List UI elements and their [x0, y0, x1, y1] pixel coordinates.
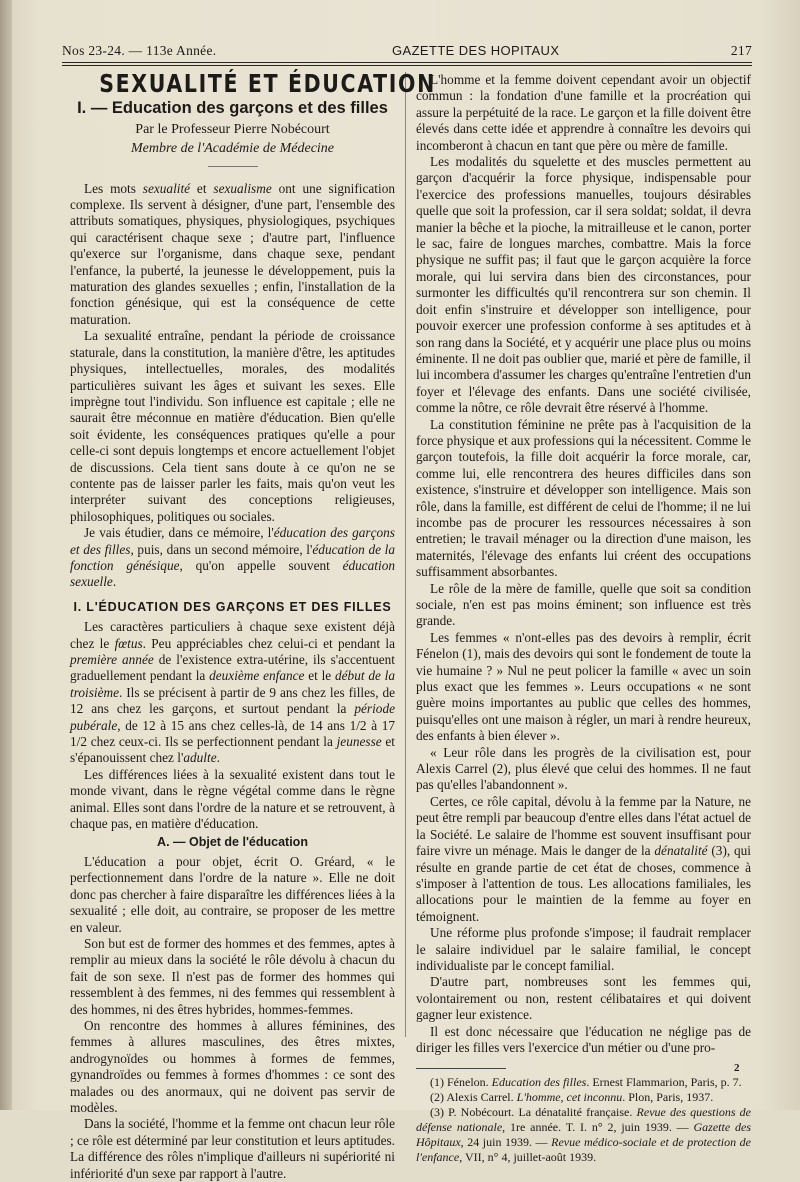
footnote: (3) P. Nobécourt. La dénatalité française. Revue des questions de défense nationale, 1re année. T. I. n° 2, juin 1939. — Gazette des Hôpitaux, 24 juin 1939. — Revue médico-sociale et de protection de l'enfance, VII, n° 4, juillet-août 1939.	[416, 1105, 752, 1165]
paragraph: L'éducation a pour objet, écrit O. Gréard, « le perfectionnement dans l'ordre de la nature ». Elle ne doit donc pas chercher à faire disparaître les différences liées à la sexualité ; elle doit, au contraire, se proposer de les mettre en valeur.	[70, 853, 395, 935]
footnote: (2) Alexis Carrel. L'homme, cet inconnu. Plon, Paris, 1937.	[430, 1090, 714, 1105]
header-rule	[62, 62, 752, 63]
signature-mark: 2	[734, 1062, 740, 1074]
journal-name: GAZETTE DES HOPITAUX	[392, 43, 560, 58]
section-heading: I. L'ÉDUCATION DES GARÇONS ET DES FILLES	[73, 599, 392, 614]
footnotes	[416, 1075, 751, 1165]
paragraph: On rencontre des hommes à allures féminines, des femmes à allures masculines, des êtres mixtes, androgynoïdes ou hommes à formes de femmes, gynandroïdes ou femmes à formes d'hommes : ce sont des malades ou des anormaux, qui ne doivent pas servir de modèles.	[70, 1017, 395, 1115]
affiliation: Membre de l'Académie de Médecine	[130, 141, 335, 157]
running-header	[62, 40, 752, 62]
byline: Par le Professeur Pierre Nobécourt	[135, 121, 330, 137]
column-divider	[405, 72, 406, 1037]
right-column	[416, 72, 751, 1165]
footnote: (1) Fénelon. Education des filles. Ernest Flammarion, Paris, p. 7.	[430, 1075, 742, 1090]
footnote-rule	[416, 1068, 506, 1069]
paragraph: Une réforme plus profonde s'impose; il faudrait remplacer le salaire individuel par le salaire familial, le concept individualiste par le concept familial.	[416, 925, 751, 973]
left-body	[70, 181, 395, 1182]
paragraph: Son but est de former des hommes et des femmes, aptes à remplir au mieux dans la société le rôle dévolu à chacun du fait de son sexe. Il n'est pas de former des hommes qui ressemblent à des femmes, ni des femmes qui ressemblent à des hommes, ni des êtres hybrides, hommes-femmes.	[70, 935, 395, 1017]
paragraph: L'homme et la femme doivent cependant avoir un objectif commun : la fondation d'une famille et la procréation qui assure la perpétuité de la race. Le garçon et la fille doivent être élevés dans cette idée et apprendre à connaître les devoirs qui incomberont à chacun en tant que père ou mère de famille.	[416, 72, 751, 153]
paragraph: Le rôle de la mère de famille, quelle que soit sa condition sociale, n'en est pas moins éminent; son influence est très grande.	[416, 580, 751, 629]
paragraph: D'autre part, nombreuses sont les femmes qui, volontairement ou non, restent célibataires et qui doivent gagner leur existence.	[416, 974, 751, 1023]
right-body	[416, 72, 751, 1056]
article-title: SEXUALITÉ ET ÉDUCATION	[99, 69, 436, 98]
paragraph: Je vais étudier, dans ce mémoire, l'éducation des garçons et des filles, puis, dans un second mémoire, l'éducation de la fonction génésique, qu'on appelle souvent éducation sexuelle.	[70, 525, 395, 590]
paragraph: Les différences liées à la sexualité existent dans tout le monde vivant, dans le règne végétal comme dans le règne animal. Elles sont dans l'ordre de la nature et se retrouvent, à chaque pas, en matière d'éducation.	[70, 766, 395, 832]
header-rule-thin	[62, 65, 752, 66]
article-subtitle: I. — Education des garçons et des filles	[77, 99, 388, 118]
paragraph: Les femmes « n'ont-elles pas des devoirs à remplir, écrit Fénelon (1), mais des devoirs qui sont le fondement de toute la vie humaine ? » Nul ne peut policer la famille « avec un soin plus exact que les femmes ». Leurs occupations « ne sont guère moins importantes au public que celles des hommes, puisqu'elles ont une maison à régler, un mari à rendre heureux, des enfants à bien élever ».	[416, 629, 751, 744]
paragraph: La constitution féminine ne prête pas à l'acquisition de la force physique et aux professions qui la nécessitent. Comme le garçon toutefois, la fille doit acquérir la force morale, car, comme lui, elle rencontrera des heures difficiles dans son existence, s'instruire et développer son intelligence. Mais son rôle, dans la famille, est différent de celui de l'homme; il ne lui incombe pas de procurer les ressources nécessaires à son entretien; le travail ménager ou la direction d'une maison, les maternités, l'élevage des enfants lui créent des occupations suffisamment absorbantes.	[416, 416, 751, 580]
paragraph: Certes, ce rôle capital, dévolu à la femme par la Nature, ne peut être rempli par beaucoup d'entre elles dans l'état actuel de la Société. Le salaire de l'homme est souvent insuffisant pour faire vivre un ménage. Mais le danger de la dénatalité (3), qui résulte en grande partie de cet état de choses, commence à s'imposer à l'attention de tous. Les allocations familiales, les allocations pour le maintien de la femme au foyer en témoignent.	[416, 793, 752, 924]
paragraph: Les modalités du squelette et des muscles permettent au garçon d'acquérir la force physique, indispensable pour l'exercice des professions manuelles, toujours désirables quelle que soit la profession, car il sera soldat; soldat, il devra manier la bêche et la pioche, la mitrailleuse et le canon, porter le sac, faire de longues marches, combattre. Mais la force physique ne suffit pas; il faut que le garçon acquière la force morale, qui lui servira dans bien des circonstances, pour surmonter les difficultés qu'il rencontrera sur son chemin. Il doit enfin s'instruire et développer son intelligence, pour pouvoir exercer une profession conforme à ses aptitudes et à son rang dans la Société, et y acquérir une place plus ou moins éminente. Il ne doit pas oublier que, marié et père de famille, il lui incombera d'assumer les charges qu'entraîne l'entretien d'un foyer et l'élevage des enfants. Dans une société civilisée, comme la nôtre, ce rôle devrait être réservé à l'homme.	[416, 154, 751, 416]
paragraph: La sexualité entraîne, pendant la période de croissance staturale, dans la constitution, la manière d'être, les aptitudes physiques, intellectuelles, morales, des modalités particulières suivant les âges et suivant les sexes. Elle imprègne tout l'individu. Son influence est capitale ; elle ne saurait être méconnue en matière d'éducation. Bien qu'elle soit évidente, les conséquences pratiques qu'elle a pour celle-ci sont depuis longtemps et encore actuellement l'objet de discussions. Cela tient sans doute à ce qu'on ne se contente pas de laisser parler les faits, mais qu'on veut les interpréter suivant des conceptions religieuses, philosophiques, politiques ou sociales.	[70, 328, 395, 524]
binding-edge	[0, 0, 12, 1110]
issue-number: Nos 23-24. — 113e Année.	[62, 43, 217, 58]
page-number: 217	[730, 43, 752, 58]
paragraph: Les caractères particuliers à chaque sexe existent déjà chez le fœtus. Peu appréciables chez celui-ci et pendant la première année de l'existence extra-utérine, ils s'accentuent graduellement pendant la deuxième enfance et le début de la troisième. Ils se précisent à partir de 9 ans chez les filles, de 12 ans chez les garçons, et surtout pendant la période pubérale, de 12 à 15 ans chez celles-là, de 14 ans 1/2 à 17 1/2 chez ceux-ci. Ils se perfectionnent pendant la jeunesse et s'épanouissent chez l'adulte.	[70, 619, 396, 766]
section-heading: A. — Objet de l'éducation	[157, 835, 308, 850]
left-column	[70, 69, 436, 1182]
paragraph: Dans la société, l'homme et la femme ont chacun leur rôle ; ce rôle est déterminé par leur constitution et leurs aptitudes. La différence des rôles n'implique d'ailleurs ni supériorité ni infériorité d'un sexe par rapport à l'autre.	[70, 1116, 395, 1181]
title-separator	[208, 166, 258, 167]
paragraph: Les mots sexualité et sexualisme ont une signification complexe. Ils servent à désigner, d'une part, l'ensemble des attributs somatiques, physiques, physiologiques, psychiques qui caractérisent chaque sexe ; d'autre part, l'influence qu'exerce sur l'organisme, dans chaque sexe, pendant l'enfance, la puberté, la jeunesse le développement, puis la maturation des glandes sexuelles ; enfin, l'installation de la fonction génésique, qui est la conséquence de cette maturation.	[70, 180, 395, 327]
paragraph: Il est donc nécessaire que l'éducation ne néglige pas de diriger les filles vers l'exercice d'un métier ou d'une pro-	[416, 1023, 751, 1055]
paragraph: « Leur rôle dans les progrès de la civilisation est, pour Alexis Carrel (2), plus élevé que celui des hommes. Il ne faut pas qu'elles l'abandonnent ».	[416, 744, 751, 793]
